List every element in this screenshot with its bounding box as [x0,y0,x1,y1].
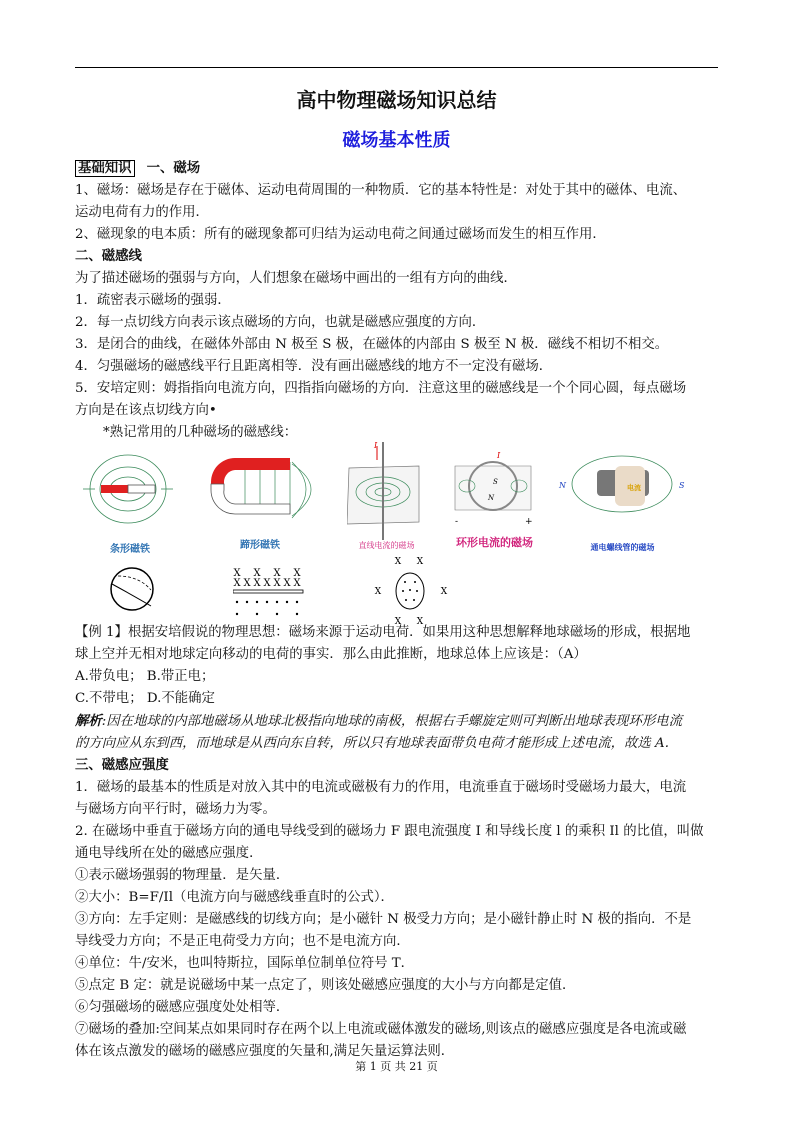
x-mark: X [243,578,251,589]
x-mark: X [253,578,261,589]
text-line: ①表示磁场强弱的物理量．是矢量． [75,868,290,883]
section-heading: 二、磁感线 [75,249,142,264]
page-title: 高中物理磁场知识总结 [296,88,497,112]
header-rule [75,67,718,68]
text-line: 球上空并无相对地球定向移动的电荷的事实．那么由此推断，地球总体上应该是：（A） [75,647,587,662]
text-line: 【例 1】根据安培假说的物理思想：磁场来源于运动电荷．如果用这种思想解释地球磁场的形成，根据地 [75,625,691,640]
x-mark: X [283,578,291,589]
current-label: I [374,441,378,450]
figure-caption: 通电螺线管的磁场 [590,543,655,552]
section-heading: 三、磁感应强度 [75,758,169,773]
minus-label: - [455,517,459,527]
page-footer: 第 1 页 共 21 页 [355,1060,438,1073]
figure-caption: 蹄形磁铁 [240,540,280,551]
x-mark: X [416,617,424,626]
x-mark: X [273,568,281,579]
option-line: A.带负电； B.带正电； [75,669,215,684]
text-line: 1．疏密表示磁场的强弱． [75,293,231,308]
section-magnetic-field [75,158,720,444]
example-1 [75,622,720,1063]
loop-field-figure [370,554,450,626]
text-line: 1、磁场：磁场是存在于磁体、运动电荷周围的一种物质．它的基本特性是：对处于其中的磁体、电流、 [75,183,687,198]
text-line: ②大小：B=F/Il（电流方向与磁感线垂直时的公式）． [75,890,394,905]
n-pole-label: N [559,481,566,490]
text-line: 4．匀强磁场的磁感线平行且距离相等．没有画出磁感线的地方不一定没有磁场． [75,359,553,374]
figure-caption: 环形电流的磁场 [456,536,533,549]
earth-sphere-figure [109,566,155,612]
analysis-label: 解析 [75,713,102,729]
figure-caption: 直线电流的磁场 [358,541,415,550]
x-mark: X [293,578,301,589]
x-mark: X [440,587,448,597]
bar-magnet-figure [83,444,173,534]
text-line: 2. 在磁场中垂直于磁场方向的通电导线受到的磁场力 F 跟电流强度 I 和导线长度 l 的乘积 Il 的比值，叫做 [75,824,704,839]
plus-label: + [525,517,533,527]
figure-caption: 条形磁铁 [110,544,150,555]
analysis-text: 的方向应从东到西，而地球是从西向东自转，所以只有地球表面带负电荷才能形成上述电流，故选 A. [75,736,669,751]
text-line: ④单位：牛/安米，也叫特斯拉，国际单位制单位符号 T． [75,956,415,971]
text-line: 3．是闭合的曲线，在磁体外部由 N 极至 S 极，在磁体的内部由 S 极至 N 极．磁线不相切不相交。 [75,337,669,352]
text-line: 2、磁现象的电本质：所有的磁现象都可归结为运动电荷之间通过磁场而发生的相互作用． [75,227,606,242]
text-line: 5．安培定则：姆指指向电流方向，四指指向磁场的方向．注意这里的磁感线是一个个同心圆，每点磁场 [75,381,687,396]
text-line: 运动电荷有力的作用． [75,205,209,220]
text-line: 与磁场方向平行时，磁场力为零。 [75,802,276,817]
basic-knowledge-tag: 基础知识 [75,160,135,177]
x-mark: X [293,568,301,579]
s-pole-label: S [679,481,685,490]
x-mark: X [394,557,402,567]
x-mark: X [273,578,281,589]
text-line: 方向是在该点切线方向• [75,403,217,418]
x-mark: X [263,578,271,589]
option-line: C.不带电； D.不能确定 [75,691,215,706]
wire-field-figure [233,564,305,624]
current-label: I [497,451,501,460]
magnetic-field-figures [75,436,720,626]
text-line: ③方向：左手定则：是磁感线的切线方向；是小磁针 N 极受力方向；是小磁针静止时 N 极的指向．不是 [75,912,692,927]
x-mark: X [374,587,382,597]
text-line: 通电导线所在处的磁感应强度． [75,846,263,861]
straight-wire-figure [347,440,422,540]
ring-current-figure [453,448,533,528]
section-heading: 一、磁场 [146,161,201,176]
text-line: 为了描述磁场的强弱与方向，人们想象在磁场中画出的一组有方向的曲线． [75,271,517,286]
text-line: 2．每一点切线方向表示该点磁场的方向，也就是磁感应强度的方向． [75,315,486,330]
analysis-text: :因在地球的内部地磁场从地球北极指向地球的南极，根据右手螺旋定则可判断出地球表现环形电流 [101,714,683,729]
text-line: 1．磁场的最基本的性质是对放入其中的电流或磁极有力的作用，电流垂直于磁场时受磁场力最大，电流 [75,780,687,795]
x-mark: X [253,568,261,579]
text-line: 导线受力方向；不是正电荷受力方向；也不是电流方向． [75,934,410,949]
text-line: 体在该点激发的磁场的磁感应强度的矢量和,满足矢量运算法则． [75,1044,455,1059]
n-pole-label: N [488,494,495,502]
x-mark: X [233,568,241,579]
text-line: ⑥匀强磁场的磁感应强度处处相等． [75,1000,290,1015]
x-mark: X [394,617,402,626]
s-pole-label: S [493,478,498,486]
coil-current-label: 电流 [627,483,641,492]
note-line: *熟记常用的几种磁场的磁感线： [103,425,298,440]
horseshoe-magnet-figure [210,454,335,524]
solenoid-figure [557,448,687,528]
x-mark: X [233,578,241,589]
x-mark: X [416,557,424,567]
text-line: ⑦磁场的叠加:空间某点如果同时存在两个以上电流或磁体激发的磁场,则该点的磁感应强度是各电流或磁 [75,1022,687,1037]
text-line: ⑤点定 B 定：就是说磁场中某一点定了，则该处磁感应强度的大小与方向都是定值． [75,978,576,993]
page-subtitle: 磁场基本性质 [342,130,451,151]
